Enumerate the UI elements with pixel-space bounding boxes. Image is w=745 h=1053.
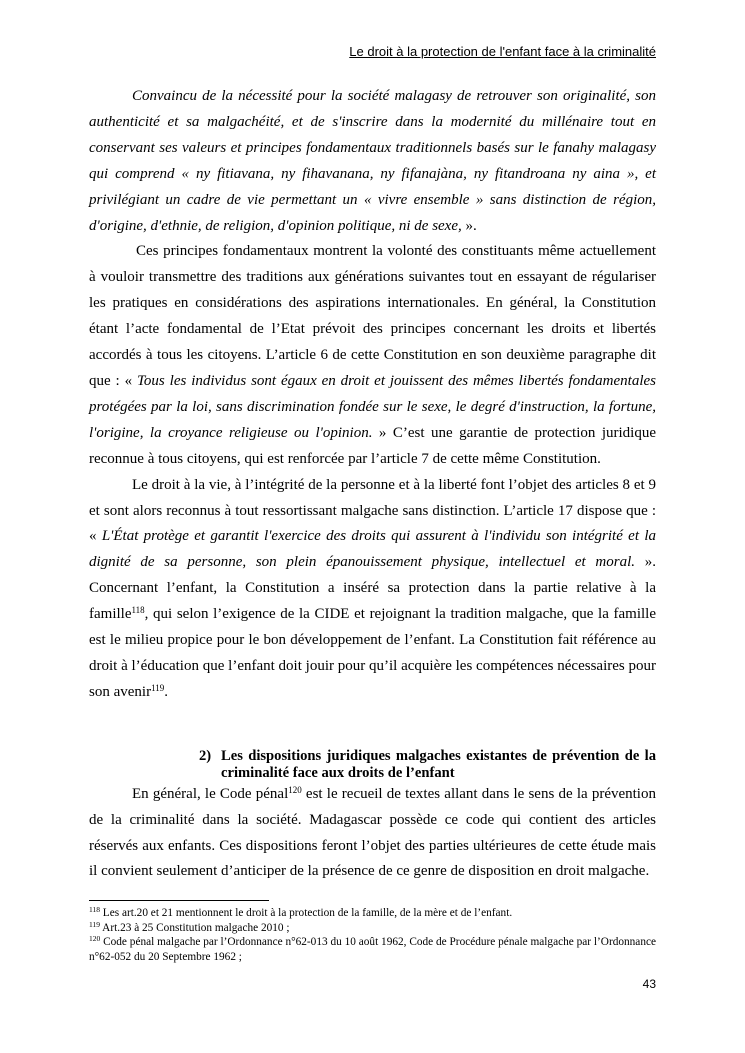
section-heading <box>89 748 656 782</box>
preamble-quote-text: Convaincu de la nécessité pour la société malagasy de retrouver son originalité, son authenticité et sa malgachéité, et de s'inscrire dans la modernité du millénaire tout en conservant ses valeurs et principes fondamentaux traditionnels basés sur le fanahy malagasy qui comprend « ny fitiavana, ny fihavanana, ny fifanajàna, ny fitandroana ny aina », et privilégiant un cadre de vie permettant un « vivre ensemble » sans distinction de région, d'origine, d'ethnie, de religion, d'opinion politique, ni de sexe, <box>89 88 656 234</box>
footnote-ref-119[interactable]: 119 <box>151 682 165 693</box>
footnote-ref-118[interactable]: 118 <box>131 605 145 616</box>
footnote-separator <box>89 900 269 901</box>
paragraph-rights: Le droit à la vie, à l’intégrité de la personne et à la liberté font l’objet des articles 8 et 9 et sont alors reconnus à tout ressortissant malgache sans distinction. L’article 17 dispose que : « L'État protège et garantit l'exercice des droits qui assurent à l'individu son intégrité et la dignité de sa personne, son plein épanouissement physique, intellectuel et moral. ». Concernant l’enfant, la Constitution a inséré sa protection dans la partie relative à la famille$^{118}$, qui selon l’exigence de la CIDE et rejoignant la tradition malgache, que la famille est le milieu propice pour le bon développement de l’enfant. La Constitution fait référence au droit à l’éducation que l’enfant doit jouir pour qu’il acquière les compétences nécessaires pour son avenir$^{119}$. <box>89 476 656 700</box>
section-heading-title: Les dispositions juridiques malgaches existantes de prévention de la criminalité face aux droits de l’enfant <box>221 747 656 781</box>
running-header: Le droit à la protection de l'enfant face à la criminalité <box>349 44 656 59</box>
footnotes <box>89 906 656 964</box>
footnote-119: $^{119}$ Art.23 à 25 Constitution malgache 2010 ; <box>89 919 290 934</box>
article-17-quote: L'État protège et garantit l'exercice des droits qui assurent à l'individu son intégrité et la dignité de sa personne, son plein épanouissement physique, intellectuel et moral. <box>89 528 656 571</box>
paragraph-penal-code: En général, le Code pénal$^{120}$ est le recueil de textes allant dans le sens de la prévention de la criminalité dans la société. Madagascar possède ce code qui contient des articles réservés aux enfants. Ces dispositions feront l’objet des parties ultérieures de cette étude mais il convient seulement d’anticiper de la présence de ce genre de disposition en droit malgache. <box>89 784 656 880</box>
body-text <box>89 84 656 885</box>
page-number: 43 <box>642 977 656 991</box>
paragraph-preamble-quote: Convaincu de la nécessité pour la société malagasy de retrouver son originalité, son authenticité et sa malgachéité, et de s'inscrire dans la modernité du millénaire tout en conservant ses valeurs et principes fondamentaux traditionnels basés sur le fanahy malagasy qui comprend « ny fitiavana, ny fihavanana, ny fifanajàna, ny fitandroana ny aina », et privilégiant un cadre de vie permettant un « vivre ensemble » sans distinction de région, d'origine, d'ethnie, de religion, d'opinion politique, ni de sexe, ». <box>89 88 656 234</box>
footnote-ref-120[interactable]: 120 <box>288 784 302 795</box>
paragraph-principles: Ces principes fondamentaux montrent la volonté des constituants même actuellement à vouloir transmettre des traditions aux générations suivantes tout en essayant de régulariser les pratiques en considérations des aspirations internationales. En général, la Constitution étant l’acte fondamental de l’Etat prévoit des principes concernant les droits et libertés accordés à tous les citoyens. L’article 6 de cette Constitution en son deuxième paragraphe dit que : « Tous les individus sont égaux en droit et jouissent des mêmes libertés fondamentales protégées par la loi, sans discrimination fondée sur le sexe, le degré d'instruction, la fortune, l'origine, la croyance religieuse ou l'opinion. » C’est une garantie de protection juridique reconnue à tous citoyens, qui est renforcée par l’article 7 de cette même Constitution. <box>89 243 657 467</box>
article-6-quote: Tous les individus sont égaux en droit et jouissent des mêmes libertés fondamentales protégées par la loi, sans discrimination fondée sur le sexe, le degré d'instruction, la fortune, l'origine, la croyance religieuse ou l'opinion. <box>89 372 657 441</box>
footnote-118: $^{118}$ Les art.20 et 21 mentionnent le droit à la protection de la famille, de la mère et de l’enfant. <box>89 905 513 919</box>
spacer <box>89 706 656 728</box>
footnote-120: $^{120}$ Code pénal malgache par l’Ordonnance n°62-013 du 10 août 1962, Code de Procédure pénale malgache par l’Ordonnance n°62-052 du 20 Septembre 1962 ; <box>89 934 656 963</box>
section-heading-number: 2) <box>199 747 212 764</box>
